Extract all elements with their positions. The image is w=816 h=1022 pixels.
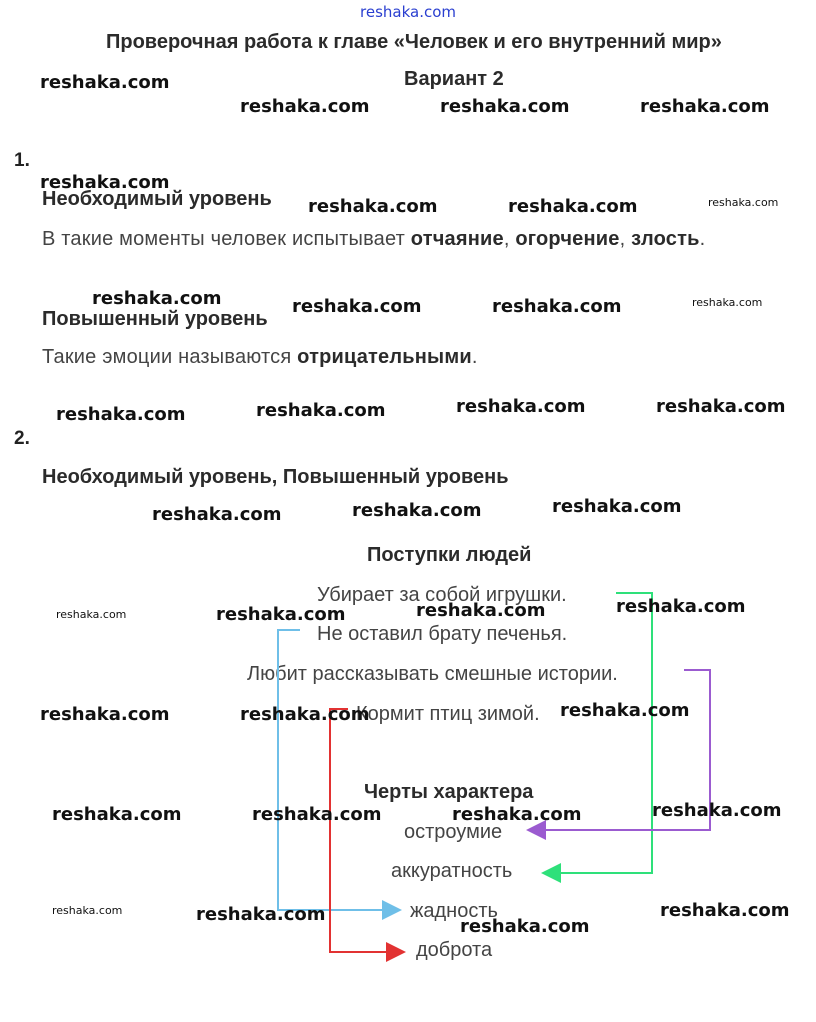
watermark: reshaka.com: [660, 900, 790, 921]
watermark: reshaka.com: [252, 804, 382, 825]
watermark: reshaka.com: [616, 596, 746, 617]
watermark: reshaka.com: [196, 904, 326, 925]
watermark: reshaka.com: [240, 704, 370, 725]
watermark: reshaka.com: [440, 96, 570, 117]
watermark: reshaka.com: [56, 608, 127, 621]
deed-item-2: Не оставил брату печенья.: [317, 623, 568, 645]
deed-item-1: Убирает за собой игрушки.: [317, 584, 567, 606]
arrow-red: [330, 709, 402, 952]
task1-level-advanced: Повышенный уровень: [42, 308, 268, 330]
watermark: reshaka.com: [692, 296, 763, 309]
watermark: reshaka.com: [308, 196, 438, 217]
watermark: reshaka.com: [640, 96, 770, 117]
variant-label: Вариант 2: [404, 68, 504, 90]
watermark-top: reshaka.com: [360, 3, 456, 21]
watermark: reshaka.com: [40, 704, 170, 725]
watermark: reshaka.com: [352, 500, 482, 521]
watermark: reshaka.com: [552, 496, 682, 517]
watermark: reshaka.com: [452, 804, 582, 825]
watermark: reshaka.com: [40, 172, 170, 193]
task-number-1: 1.: [14, 150, 30, 171]
watermark: reshaka.com: [256, 400, 386, 421]
arrow-blue: [278, 630, 398, 910]
watermark: reshaka.com: [460, 916, 590, 937]
task1-answer-advanced: Такие эмоции называются отрицательными.: [42, 346, 478, 368]
watermark: reshaka.com: [216, 604, 346, 625]
watermark: reshaka.com: [416, 600, 546, 621]
watermark: reshaka.com: [708, 196, 779, 209]
deed-item-4: Кормит птиц зимой.: [356, 703, 540, 725]
watermark: reshaka.com: [292, 296, 422, 317]
traits-heading: Черты характера: [364, 781, 534, 803]
deeds-heading: Поступки людей: [367, 544, 532, 566]
watermark: reshaka.com: [52, 904, 123, 917]
watermark: reshaka.com: [560, 700, 690, 721]
watermark: reshaka.com: [456, 396, 586, 417]
watermark: reshaka.com: [492, 296, 622, 317]
page-title: Проверочная работа к главе «Человек и его внутренний мир»: [106, 31, 722, 53]
watermark: reshaka.com: [56, 404, 186, 425]
task1-answer-basic: В такие моменты человек испытывает отчаяние, огорчение, злость.: [42, 228, 706, 250]
watermark: reshaka.com: [508, 196, 638, 217]
trait-item-neatness: аккуратность: [391, 860, 513, 882]
task1-level-basic: Необходимый уровень: [42, 188, 272, 210]
watermark: reshaka.com: [240, 96, 370, 117]
task-number-2: 2.: [14, 428, 30, 449]
watermark: reshaka.com: [52, 804, 182, 825]
trait-item-kindness: доброта: [416, 939, 493, 961]
watermark: reshaka.com: [40, 72, 170, 93]
task2-levels: Необходимый уровень, Повышенный уровень: [42, 466, 509, 488]
watermark: reshaka.com: [152, 504, 282, 525]
watermark: reshaka.com: [92, 288, 222, 309]
watermark: reshaka.com: [656, 396, 786, 417]
watermark: reshaka.com: [652, 800, 782, 821]
trait-item-wit: остроумие: [404, 821, 503, 843]
deed-item-3: Любит рассказывать смешные истории.: [247, 663, 618, 685]
trait-item-greed: жадность: [410, 900, 498, 922]
